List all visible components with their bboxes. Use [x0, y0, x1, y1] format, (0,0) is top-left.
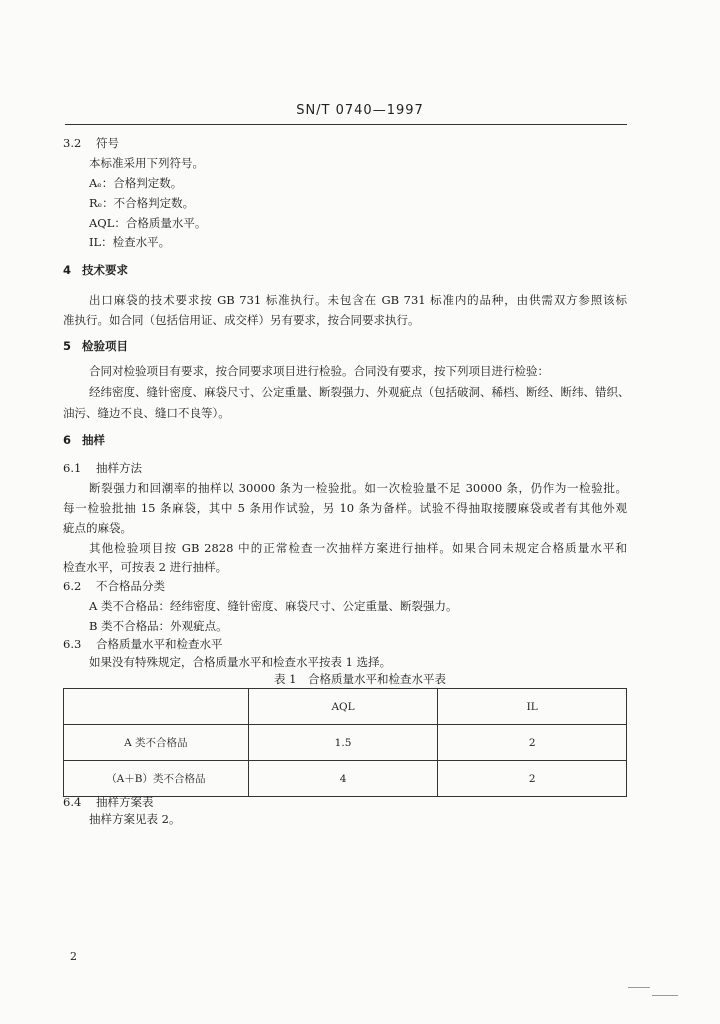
- section-5-number: 5: [63, 339, 72, 353]
- section-6-1-number: 6.1: [63, 461, 82, 475]
- b-class-nonconforming: B 类不合格品：外观疵点。: [89, 619, 228, 633]
- scan-mark: [652, 995, 678, 996]
- symbol-il: IL：检查水平。: [89, 235, 171, 249]
- table-cell: A 类不合格品: [64, 725, 249, 761]
- section-6-1-para1-line2: 每一检验批抽 15 条麻袋，其中 5 条用作试验，另 10 条为备样。试验不得抽取接腰麻袋或者有其他外观: [63, 501, 627, 515]
- section-6-1-para2-line1: 其他检验项目按 GB 2828 中的正常检查一次抽样方案进行抽样。如果合同未规定合格质量水平和: [89, 541, 627, 555]
- section-4-para-line1: 出口麻袋的技术要求按 GB 731 标准执行。未包含在 GB 731 标准内的品种，由供需双方参照该标: [89, 293, 627, 307]
- document-header: SN/T 0740—1997: [296, 103, 424, 118]
- table-header-cell: AQL: [248, 689, 438, 725]
- section-5-title: 检验项目: [82, 339, 128, 353]
- section-4-number: 4: [63, 263, 72, 277]
- table-row: [64, 761, 627, 797]
- section-6-4-title: 抽样方案表: [96, 795, 154, 809]
- symbol-aql: AQL：合格质量水平。: [89, 216, 207, 230]
- section-5-para2-line1: 经纬密度、缝针密度、麻袋尺寸、公定重量、断裂强力、外观疵点（包括破洞、稀档、断经、断纬、错织、: [89, 385, 630, 399]
- section-6-1-para1-line1: 断裂强力和回潮率的抽样以 30000 条为一检验批。如一次检验量不足 30000 条，仍作为一检验批。: [89, 481, 627, 495]
- scan-mark: [628, 987, 650, 988]
- table-cell: 1.5: [248, 725, 438, 761]
- table-header-cell: [64, 689, 249, 725]
- table-cell: 2: [438, 761, 627, 797]
- section-5-para1: 合同对检验项目有要求，按合同要求项目进行检验。合同没有要求，按下列项目进行检验：: [89, 364, 549, 378]
- page-number: 2: [70, 950, 77, 963]
- section-3-2-title: 符号: [96, 136, 119, 150]
- table-1-caption: 表 1 合格质量水平和检查水平表: [274, 672, 446, 686]
- symbol-re: Rₑ：不合格判定数。: [89, 196, 195, 210]
- section-6-1-para2-line2: 检查水平，可按表 2 进行抽样。: [63, 560, 228, 574]
- table-cell: 2: [438, 725, 627, 761]
- section-6-3-title: 合格质量水平和检查水平: [96, 637, 223, 651]
- section-5-para2-line2: 油污、缝边不良、缝口不良等）。: [63, 406, 230, 420]
- section-6-1-para1-line3: 疵点的麻袋。: [63, 521, 132, 535]
- section-6-3-number: 6.3: [63, 637, 82, 651]
- section-6-title: 抽样: [82, 433, 105, 447]
- section-6-4-number: 6.4: [63, 795, 82, 809]
- table-row: [64, 725, 627, 761]
- section-4-para-line2: 准执行。如合同（包括信用证、成交样）另有要求，按合同要求执行。: [63, 313, 420, 327]
- section-6-3-para: 如果没有特殊规定，合格质量水平和检查水平按表 1 选择。: [89, 655, 392, 669]
- table-cell: 4: [248, 761, 438, 797]
- section-3-2-number: 3.2: [63, 136, 82, 150]
- section-6-1-title: 抽样方法: [96, 461, 142, 475]
- section-3-2-intro: 本标准采用下列符号。: [89, 156, 204, 170]
- table-cell: （A＋B）类不合格品: [64, 761, 249, 797]
- section-4-title: 技术要求: [82, 263, 128, 277]
- section-6-2-number: 6.2: [63, 579, 82, 593]
- section-6-number: 6: [63, 433, 72, 447]
- section-6-4-para: 抽样方案见表 2。: [89, 812, 181, 826]
- a-class-nonconforming: A 类不合格品：经纬密度、缝针密度、麻袋尺寸、公定重量、断裂强力。: [89, 599, 458, 613]
- table-1: [63, 688, 627, 797]
- header-rule: [65, 124, 627, 125]
- symbol-ac: Aₑ：合格判定数。: [89, 176, 183, 190]
- table-header-cell: IL: [438, 689, 627, 725]
- table-header-row: [64, 689, 627, 725]
- section-6-2-title: 不合格品分类: [96, 579, 165, 593]
